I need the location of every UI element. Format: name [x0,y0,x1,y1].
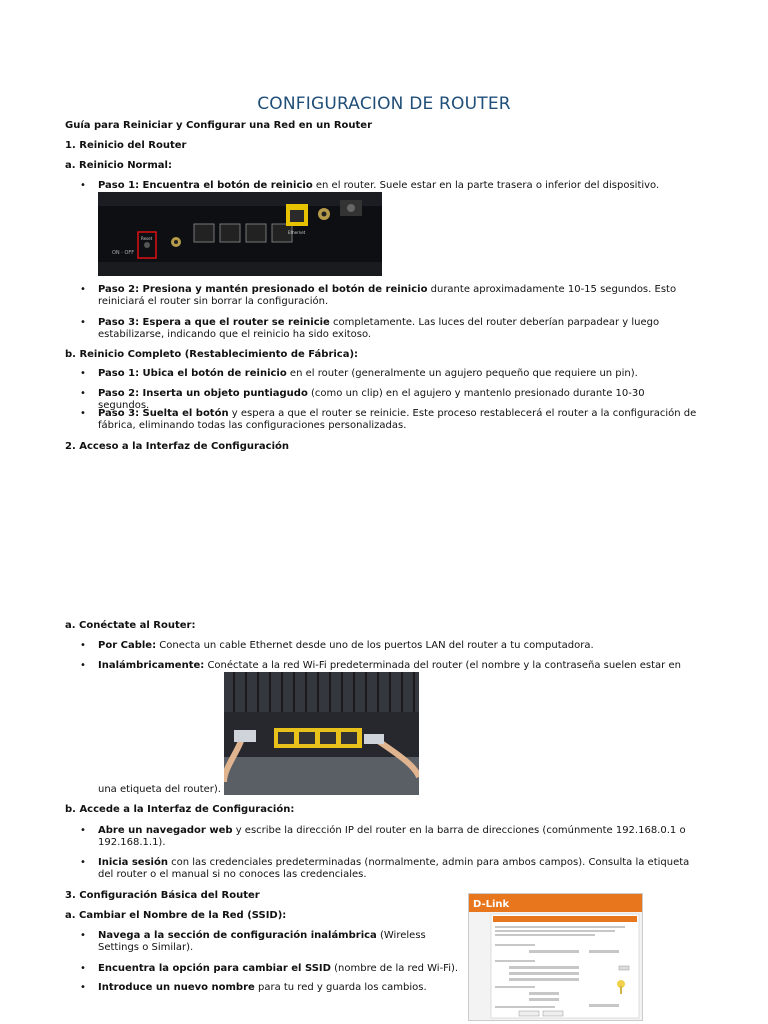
bullet-icon: • [80,660,86,671]
svg-text:Ethernet: Ethernet [288,230,306,235]
bullet-icon: • [80,825,86,836]
bullet-icon: • [80,284,86,295]
bullet-icon: • [80,982,86,993]
dlink-settings-screenshot [468,893,643,1021]
svg-text:Reset: Reset [141,236,153,241]
bullet-icon: • [80,317,86,328]
bullet-icon: • [80,368,86,379]
svg-text:ON · OFF: ON · OFF [112,250,135,256]
page-title: CONFIGURACION DE ROUTER [257,94,511,114]
section-2b-heading: b. Accede a la Interfaz de Configuración: [65,804,295,815]
bullet-icon: • [80,930,86,941]
bullet-icon: • [80,388,86,399]
section-1a-heading: a. Reinicio Normal: [65,160,172,171]
section-3-heading: 3. Configuración Básica del Router [65,890,260,901]
bullet-icon: • [80,408,86,419]
section-3a-heading: a. Cambiar el Nombre de la Red (SSID): [65,910,287,921]
wireless-note-tail: una etiqueta del router). [98,784,221,795]
bullet-icon: • [80,640,86,651]
router-back-image [98,192,382,276]
section-1-heading: 1. Reinicio del Router [65,140,187,151]
svg-text:D-Link: D-Link [473,899,510,910]
bullet-icon: • [80,963,86,974]
bullet-icon: • [80,857,86,868]
bullet-icon: • [80,180,86,191]
section-2a-heading: a. Conéctate al Router: [65,620,196,631]
router-ports-image [224,672,419,795]
guide-subtitle: Guía para Reiniciar y Configurar una Red en un Router [65,120,373,131]
section-1b-heading: b. Reinicio Completo (Restablecimiento de Fábrica): [65,349,359,360]
section-2-heading: 2. Acceso a la Interfaz de Configuración [65,441,290,452]
